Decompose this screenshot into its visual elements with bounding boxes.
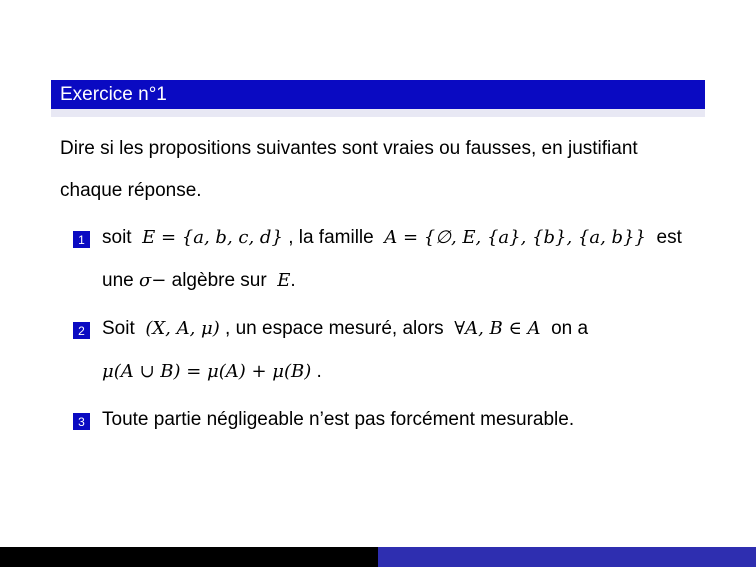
intro-line-1: Dire si les propositions suivantes sont vraies ou fausses, en justifiant — [60, 138, 638, 159]
item-number-badge: 1 — [73, 231, 90, 248]
item-2-math-forall: ∀A, B ∈ A — [454, 318, 541, 339]
intro-line-2: chaque réponse. — [60, 180, 202, 201]
item-1-math-sigma: σ− — [138, 270, 167, 291]
item-2-math-formula: μ(A ∪ B) = μ(A) + μ(B) — [102, 361, 312, 382]
intro-paragraph — [60, 128, 710, 212]
item-1-algebre: algèbre sur — [171, 270, 267, 291]
block-title — [51, 80, 705, 109]
item-1-est: est — [656, 227, 682, 248]
item-1-une: une — [102, 270, 134, 291]
item-1-famille: , la famille — [288, 227, 374, 248]
footer-bar-right — [378, 547, 756, 567]
item-1-period: . — [290, 270, 296, 291]
item-number-badge: 3 — [73, 413, 90, 430]
item-1-line-2 — [102, 269, 296, 293]
block-title-shadow — [51, 109, 705, 117]
item-1-soit: soit — [102, 227, 132, 248]
item-2-line-2 — [102, 360, 322, 384]
item-2-soit: Soit — [102, 318, 135, 339]
item-2-math-space: (X, A, μ) — [145, 318, 220, 339]
item-1-line-1 — [102, 226, 682, 250]
item-1-math-A-set: A = {∅, E, {a}, {b}, {a, b}} — [384, 227, 646, 248]
item-1-math-E: E — [277, 270, 291, 291]
item-number-badge: 2 — [73, 322, 90, 339]
item-2-espace: , un espace mesuré, alors — [225, 318, 444, 339]
item-3-text: Toute partie négligeable n’est pas forcément mesurable. — [102, 409, 575, 430]
block-title-text: Exercice n°1 — [60, 84, 167, 105]
item-2-on-a: on a — [551, 318, 589, 339]
item-2-line-1 — [102, 317, 588, 341]
footer-bar-left — [0, 547, 378, 567]
item-2-period: . — [316, 361, 322, 382]
item-1-math-E-set: E = {a, b, c, d} — [142, 227, 283, 248]
